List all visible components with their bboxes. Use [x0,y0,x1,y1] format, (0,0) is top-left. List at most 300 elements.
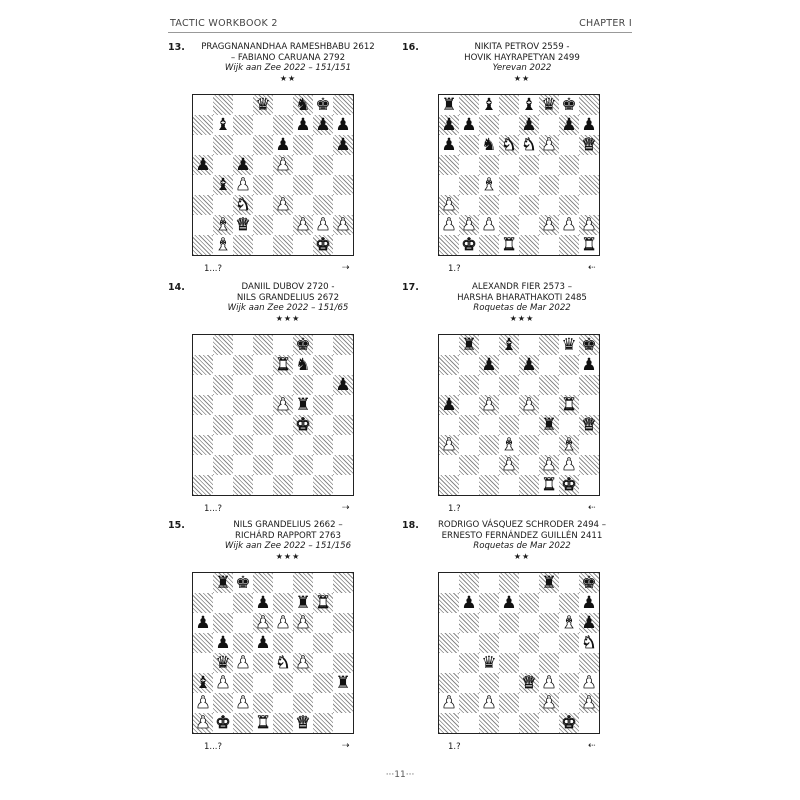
white-queen-icon: ♛ [521,673,537,693]
light-square [233,135,253,155]
dark-square [499,215,519,235]
white-bishop-icon: ♝ [561,435,577,455]
dark-square [519,435,539,455]
dark-square [479,195,499,215]
dark-square [193,115,213,135]
dark-square [273,435,293,455]
light-square [439,415,459,435]
light-square [499,395,519,415]
black-knight-icon: ♞ [295,95,311,115]
white-pawn-icon: ♟ [275,195,291,215]
dark-square [293,375,313,395]
white-king-icon: ♚ [215,713,231,733]
light-square [193,95,213,115]
dark-square [313,475,333,495]
white-pawn-icon: ♟ [541,673,557,693]
dark-square [559,355,579,375]
light-square [293,633,313,653]
white-king-icon: ♚ [561,713,577,733]
dark-square [333,95,353,115]
white-queen-icon: ♛ [581,415,597,435]
white-pawn-icon: ♟ [235,653,251,673]
dark-square [193,475,213,495]
dark-square [499,415,519,435]
light-square [519,215,539,235]
light-square [293,195,313,215]
light-square [499,195,519,215]
light-square [579,435,599,455]
black-pawn-icon: ♟ [335,135,351,155]
player-black: ERNESTO FERNÁNDEZ GUILLÉN 2411 [441,530,603,541]
dark-square [579,375,599,395]
black-rook-icon: ♜ [295,593,311,613]
black-queen-icon: ♛ [481,653,497,673]
light-square [519,335,539,355]
side-to-move-arrow: ⇢ [342,741,350,751]
white-pawn-icon: ♟ [441,215,457,235]
dark-square [213,613,233,633]
dark-square [253,693,273,713]
white-pawn-icon: ♟ [295,653,311,673]
white-king-icon: ♚ [295,415,311,435]
white-pawn-icon: ♟ [501,455,517,475]
page-number: ···11··· [385,770,415,780]
black-pawn-icon: ♟ [521,115,537,135]
dark-square [213,693,233,713]
black-pawn-icon: ♟ [521,355,537,375]
light-square [519,573,539,593]
dark-square [559,155,579,175]
dark-square [253,573,273,593]
light-square [213,435,233,455]
dark-square [193,633,213,653]
light-square [233,375,253,395]
dark-square [193,235,213,255]
light-square [539,155,559,175]
dark-square [253,215,273,235]
dark-square [459,95,479,115]
dark-square [293,573,313,593]
dark-square [559,673,579,693]
black-pawn-icon: ♟ [195,613,211,633]
white-pawn-icon: ♟ [275,613,291,633]
dark-square [253,455,273,475]
light-square [333,235,353,255]
black-pawn-icon: ♟ [581,115,597,135]
light-square [213,195,233,215]
white-bishop-icon: ♝ [215,215,231,235]
white-knight-icon: ♞ [501,135,517,155]
black-pawn-icon: ♟ [581,613,597,633]
light-square [193,175,213,195]
white-pawn-icon: ♟ [561,455,577,475]
light-square [193,415,213,435]
black-pawn-icon: ♟ [255,633,271,653]
white-pawn-icon: ♟ [315,215,331,235]
dark-square [333,335,353,355]
white-pawn-icon: ♟ [561,215,577,235]
light-square [439,175,459,195]
dark-square [193,435,213,455]
light-square [213,395,233,415]
player-black: NILS GRANDELIUS 2672 [236,292,340,303]
black-pawn-icon: ♟ [215,633,231,653]
difficulty-stars: ★★★ [509,313,535,323]
light-square [253,195,273,215]
white-pawn-icon: ♟ [581,693,597,713]
white-pawn-icon: ♟ [581,673,597,693]
light-square [313,375,333,395]
puzzle-number: 13. [168,42,185,53]
black-rook-icon: ♜ [441,95,457,115]
dark-square [559,593,579,613]
light-square [499,633,519,653]
light-square [459,673,479,693]
light-square [253,235,273,255]
white-pawn-icon: ♟ [275,155,291,175]
dark-square [293,455,313,475]
light-square [273,693,293,713]
light-square [313,415,333,435]
event: Roquetas de Mar 2022 [473,303,571,313]
dark-square [233,475,253,495]
light-square [439,375,459,395]
dark-square [233,115,253,135]
black-bishop-icon: ♝ [481,95,497,115]
light-square [253,155,273,175]
light-square [293,235,313,255]
dark-square [439,235,459,255]
black-pawn-icon: ♟ [315,115,331,135]
dark-square [333,415,353,435]
player-white: RODRIGO VÁSQUEZ SCHRODER 2494 – [437,520,607,530]
player-black: RICHÁRD RAPPORT 2763 [235,530,341,541]
dark-square [479,115,499,135]
dark-square [519,155,539,175]
light-square [313,573,333,593]
dark-square [439,155,459,175]
white-knight-icon: ♞ [521,135,537,155]
light-square [333,435,353,455]
white-pawn-icon: ♟ [481,215,497,235]
dark-square [333,653,353,673]
light-square [273,175,293,195]
light-square [193,215,213,235]
white-pawn-icon: ♟ [195,713,211,733]
event: Yerevan 2022 [492,63,552,73]
white-pawn-icon: ♟ [481,693,497,713]
dark-square [439,713,459,733]
light-square [313,335,333,355]
dark-square [333,455,353,475]
player-white: NIKITA PETROV 2559 - [474,42,570,52]
light-square [499,115,519,135]
dark-square [253,653,273,673]
light-square [499,155,519,175]
white-pawn-icon: ♟ [481,395,497,415]
light-square [213,155,233,175]
dark-square [539,375,559,395]
white-pawn-icon: ♟ [335,215,351,235]
light-square [293,155,313,175]
black-king-icon: ♚ [561,95,577,115]
black-bishop-icon: ♝ [215,115,231,135]
dark-square [479,475,499,495]
dark-square [253,335,273,355]
light-square [253,355,273,375]
dark-square [499,613,519,633]
dark-square [479,235,499,255]
difficulty-stars: ★★★ [275,551,301,561]
dark-square [193,395,213,415]
dark-square [213,95,233,115]
light-square [459,475,479,495]
puzzle-heading [432,42,612,84]
light-square [333,395,353,415]
white-pawn-icon: ♟ [295,215,311,235]
light-square [253,435,273,455]
dark-square [233,235,253,255]
light-square [193,653,213,673]
light-square [193,135,213,155]
white-pawn-icon: ♟ [441,435,457,455]
dark-square [333,573,353,593]
light-square [519,415,539,435]
dark-square [233,395,253,415]
dark-square [213,455,233,475]
light-square [273,95,293,115]
light-square [539,195,559,215]
light-square [559,573,579,593]
chess-board [192,94,354,256]
white-knight-icon: ♞ [235,195,251,215]
dark-square [273,713,293,733]
dark-square [579,653,599,673]
light-square [233,613,253,633]
player-white: ALEXANDR FIER 2573 – [471,282,573,292]
light-square [559,415,579,435]
light-square [559,375,579,395]
player-black: HARSHA BHARATHAKOTI 2485 [457,292,587,303]
dark-square [273,633,293,653]
dark-square [439,355,459,375]
white-pawn-icon: ♟ [461,215,477,235]
black-pawn-icon: ♟ [461,115,477,135]
black-pawn-icon: ♟ [235,155,251,175]
light-square [579,475,599,495]
dark-square [293,135,313,155]
light-square [559,653,579,673]
side-to-move-arrow: ⇠ [588,503,596,513]
dark-square [559,195,579,215]
black-bishop-icon: ♝ [501,335,517,355]
light-square [459,195,479,215]
black-pawn-icon: ♟ [501,593,517,613]
dark-square [439,593,459,613]
white-pawn-icon: ♟ [521,395,537,415]
white-rook-icon: ♜ [501,235,517,255]
white-pawn-icon: ♟ [441,693,457,713]
light-square [559,135,579,155]
chess-board [192,334,354,496]
dark-square [193,195,213,215]
light-square [193,455,213,475]
black-rook-icon: ♜ [541,415,557,435]
dark-square [479,593,499,613]
dark-square [459,653,479,673]
light-square [273,375,293,395]
light-square [579,395,599,415]
dark-square [539,335,559,355]
white-rook-icon: ♜ [275,355,291,375]
black-pawn-icon: ♟ [581,593,597,613]
black-pawn-icon: ♟ [275,135,291,155]
light-square [273,455,293,475]
black-king-icon: ♚ [295,335,311,355]
dark-square [313,713,333,733]
black-bishop-icon: ♝ [521,95,537,115]
chess-board [438,572,600,734]
chess-board [192,572,354,734]
black-pawn-icon: ♟ [441,395,457,415]
light-square [519,653,539,673]
black-king-icon: ♚ [235,573,251,593]
light-square [213,355,233,375]
move-prompt: 1.? [448,504,461,514]
white-rook-icon: ♜ [561,395,577,415]
player-white: DANIIL DUBOV 2720 - [241,282,335,292]
white-pawn-icon: ♟ [541,215,557,235]
white-knight-icon: ♞ [275,653,291,673]
white-pawn-icon: ♟ [215,673,231,693]
dark-square [333,693,353,713]
puzzle-heading [198,520,378,562]
dark-square [459,573,479,593]
event: Wijk aan Zee 2022 – 151/65 [227,303,349,313]
light-square [559,175,579,195]
light-square [193,375,213,395]
light-square [193,335,213,355]
white-queen-icon: ♛ [581,135,597,155]
black-pawn-icon: ♟ [441,115,457,135]
dark-square [273,673,293,693]
dark-square [313,155,333,175]
header-rule [168,32,632,33]
puzzle-heading [198,42,378,84]
dark-square [559,633,579,653]
dark-square [313,435,333,455]
light-square [333,155,353,175]
dark-square [333,175,353,195]
dark-square [579,455,599,475]
black-pawn-icon: ♟ [295,115,311,135]
light-square [519,175,539,195]
dark-square [233,673,253,693]
white-queen-icon: ♛ [235,215,251,235]
white-pawn-icon: ♟ [541,135,557,155]
dark-square [479,713,499,733]
light-square [479,573,499,593]
dark-square [459,455,479,475]
dark-square [213,135,233,155]
dark-square [213,415,233,435]
dark-square [313,673,333,693]
black-knight-icon: ♞ [295,355,311,375]
white-pawn-icon: ♟ [255,613,271,633]
difficulty-stars: ★★ [513,73,531,83]
player-black: – FABIANO CARUANA 2792 [230,52,346,63]
dark-square [459,135,479,155]
dark-square [273,115,293,135]
white-bishop-icon: ♝ [215,235,231,255]
light-square [439,653,459,673]
light-square [273,215,293,235]
event: Wijk aan Zee 2022 – 151/151 [224,63,352,73]
dark-square [499,375,519,395]
dark-square [233,435,253,455]
light-square [559,693,579,713]
puzzle-heading [432,520,612,562]
light-square [333,355,353,375]
light-square [253,395,273,415]
dark-square [459,415,479,435]
dark-square [253,375,273,395]
light-square [273,573,293,593]
dark-square [499,175,519,195]
light-square [499,475,519,495]
dark-square [273,593,293,613]
dark-square [499,693,519,713]
light-square [459,633,479,653]
dark-square [313,633,333,653]
light-square [479,415,499,435]
dark-square [519,633,539,653]
light-square [293,435,313,455]
light-square [579,195,599,215]
chess-board [438,94,600,256]
move-prompt: 1...? [204,742,223,752]
move-prompt: 1...? [204,504,223,514]
light-square [479,455,499,475]
puzzle-number: 16. [402,42,419,53]
dark-square [479,435,499,455]
white-pawn-icon: ♟ [235,175,251,195]
light-square [459,713,479,733]
light-square [313,175,333,195]
dark-square [213,335,233,355]
light-square [439,455,459,475]
dark-square [539,653,559,673]
dark-square [253,135,273,155]
white-pawn-icon: ♟ [295,613,311,633]
difficulty-stars: ★★ [513,551,531,561]
puzzle-number: 14. [168,282,185,293]
dark-square [459,375,479,395]
light-square [253,475,273,495]
black-pawn-icon: ♟ [335,115,351,135]
light-square [439,573,459,593]
black-rook-icon: ♜ [541,573,557,593]
black-queen-icon: ♛ [561,335,577,355]
light-square [313,135,333,155]
white-pawn-icon: ♟ [195,693,211,713]
player-white: PRAGGNANANDHAA RAMESHBABU 2612 [201,42,375,52]
light-square [539,593,559,613]
white-rook-icon: ♜ [315,593,331,613]
light-square [579,155,599,175]
dark-square [579,95,599,115]
light-square [519,693,539,713]
